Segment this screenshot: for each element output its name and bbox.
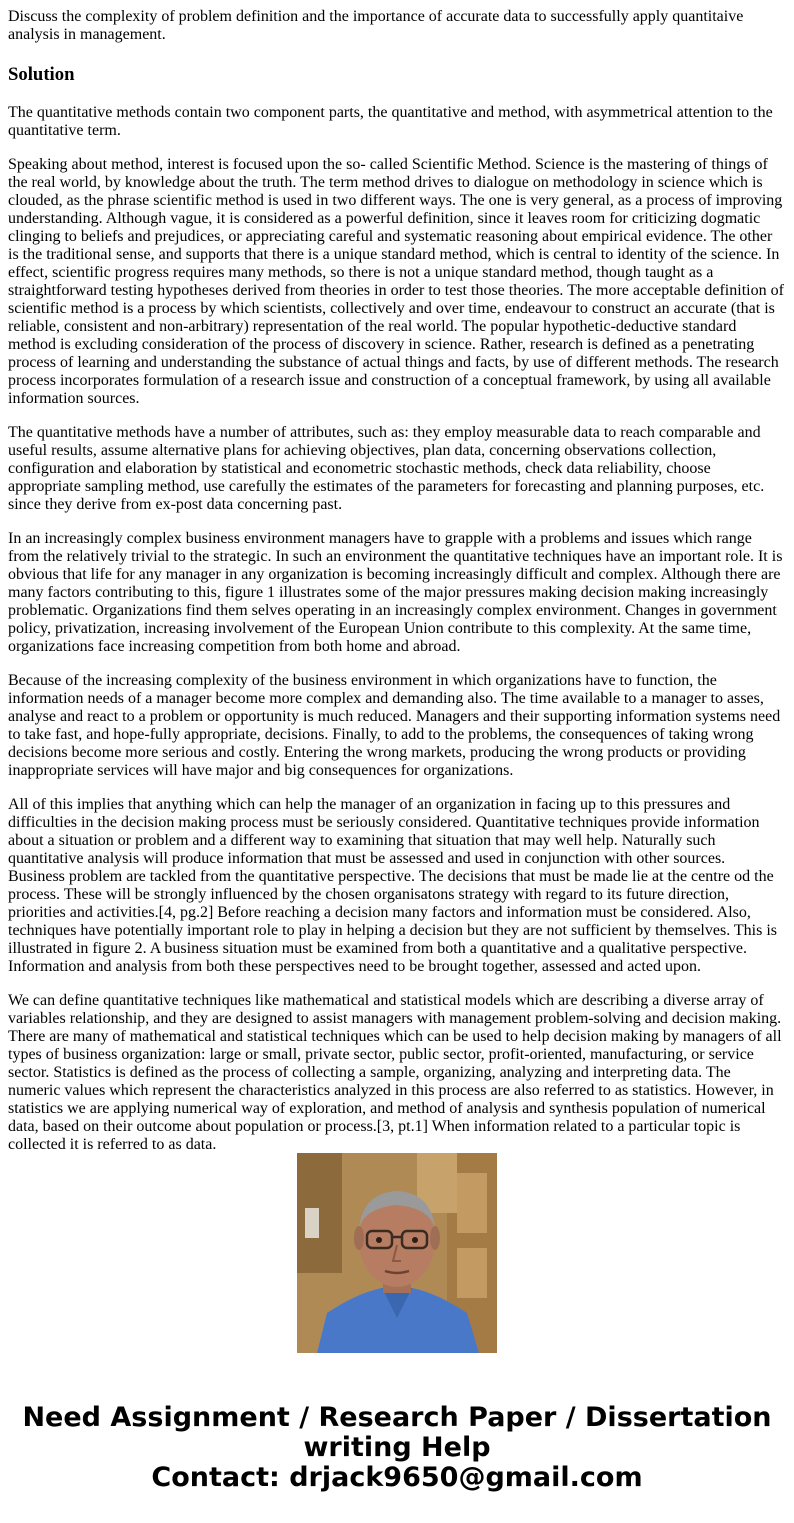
author-avatar bbox=[297, 1153, 497, 1353]
article-body bbox=[8, 8, 786, 1153]
question-text: Discuss the complexity of problem definition and the importance of accurate data to successfully apply quantitaive analysis in management. bbox=[8, 8, 744, 43]
promo-line: writing Help bbox=[303, 1432, 491, 1463]
paragraph: Speaking about method, interest is focused upon the so- called Scientific Method. Science is the mastering of things of the real world, by knowledge about the truth. The term method drives to dialogue on methodology in science which is clouded, as the phrase scientific method is used in two different ways. The one is very general, as a process of improving understanding. Although vague, it is considered as a powerful definition, since it leaves room for criticizing dogmatic clinging to beliefs and prejudices, or appreciating careful and systematic reasoning about empirical evidence. The other is the traditional sense, and supports that there is a unique standard method, which is central to identity of the science. In effect, scientific progress requires many methods, so there is not a unique standard method, though taught as a straightforward testing hypotheses derived from theories in order to test those theories. The more acceptable definition of scientific method is a process by which scientists, collectively and over time, endeavour to construct an accurate (that is reliable, consistent and non-arbitrary) representation of the real world. The popular hypothetic-deductive standard method is excluding consideration of the process of discovery in science. Rather, research is defined as a penetrating process of learning and understanding the substance of actual things and facts, by use of different methods. The research process incorporates formulation of a research issue and construction of a conceptual framework, by using all available information sources. bbox=[8, 156, 784, 407]
paragraph: Because of the increasing complexity of the business environment in which organizations have to function, the information needs of a manager become more complex and demanding also. The time available to a manager to asses, analyse and react to a problem or opportunity is much reduced. Managers and their supporting information systems need to take fast, and hope-fully appropriate, decisions. Finally, to add to the problems, the consequences of taking wrong decisions become more serious and costly. Entering the wrong markets, producing the wrong products or providing inappropriate services will have major and big consequences for organizations. bbox=[8, 672, 781, 779]
promo-line: Need Assignment / Research Paper / Dissertation bbox=[22, 1402, 772, 1433]
paragraph: The quantitative methods contain two component parts, the quantitative and method, with asymmetrical attention to the quantitative term. bbox=[8, 104, 773, 139]
contact-email: Contact: drjack9650@gmail.com bbox=[151, 1462, 643, 1493]
paragraph: We can define quantitative techniques like mathematical and statistical models which are describing a diverse array of variables relationship, and they are designed to assist managers with management problem-solving and decision making. There are many of mathematical and statistical techniques which can be used to help decision making by managers of all types of business organization: large or small, private sector, public sector, profit-oriented, manufacturing, or service sector. Statistics is defined as the process of collecting a sample, organizing, analyzing and interpreting data. The numeric values which represent the characteristics analyzed in this process are also referred to as statistics. However, in statistics we are applying numerical way of exploration, and method of analysis and synthesis population of numerical data, based on their outcome about population or process.[3, pt.1] When information related to a particular topic is collected it is referred to as data. bbox=[8, 992, 782, 1153]
paragraph: In an increasingly complex business environment managers have to grapple with a problems and issues which range from the relatively trivial to the strategic. In such an environment the quantitative techniques have an important role. It is obvious that life for any manager in any organization is becoming increasingly difficult and complex. Although there are many factors contributing to this, figure 1 illustrates some of the major pressures making decision making increasingly problematic. Organizations find them selves operating in an increasingly complex environment. Changes in government policy, privatization, increasing involvement of the European Union contribute to this complexity. At the same time, organizations face increasing competition from both home and abroad. bbox=[8, 530, 783, 655]
solution-heading: Solution bbox=[8, 64, 75, 85]
paragraph: The quantitative methods have a number of attributes, such as: they employ measurable data to reach comparable and useful results, assume alternative plans for achieving objectives, plan data, concerning observations collection, configuration and elaboration by statistical and econometric stochastic methods, check data reliability, choose appropriate sampling method, use carefully the estimates of the parameters for forecasting and planning purposes, etc. since they derive from ex-post data concerning past. bbox=[8, 424, 765, 513]
author-portrait-image bbox=[297, 1153, 497, 1353]
paragraph: All of this implies that anything which can help the manager of an organization in facing up to this pressures and difficulties in the decision making process must be seriously considered. Quantitative techniques provide information about a situation or problem and a different way to examining that situation that may well help. Naturally such quantitative analysis will produce information that must be assessed and used in conjunction with other sources. Business problem are tackled from the quantitative perspective. The decisions that must be made lie at the centre od the process. These will be strongly influenced by the chosen organisatons strategy with regard to its future direction, priorities and activities.[4, pg.2] Before reaching a decision many factors and information must be considered. Also, techniques have potentially important role to play in helping a decision but they are not sufficient by themselves. This is illustrated in figure 2. A business situation must be examined from both a quantitative and a qualitative perspective. Information and analysis from both these perspectives need to be brought together, assessed and acted upon. bbox=[8, 796, 778, 975]
promo-banner bbox=[0, 1403, 794, 1493]
